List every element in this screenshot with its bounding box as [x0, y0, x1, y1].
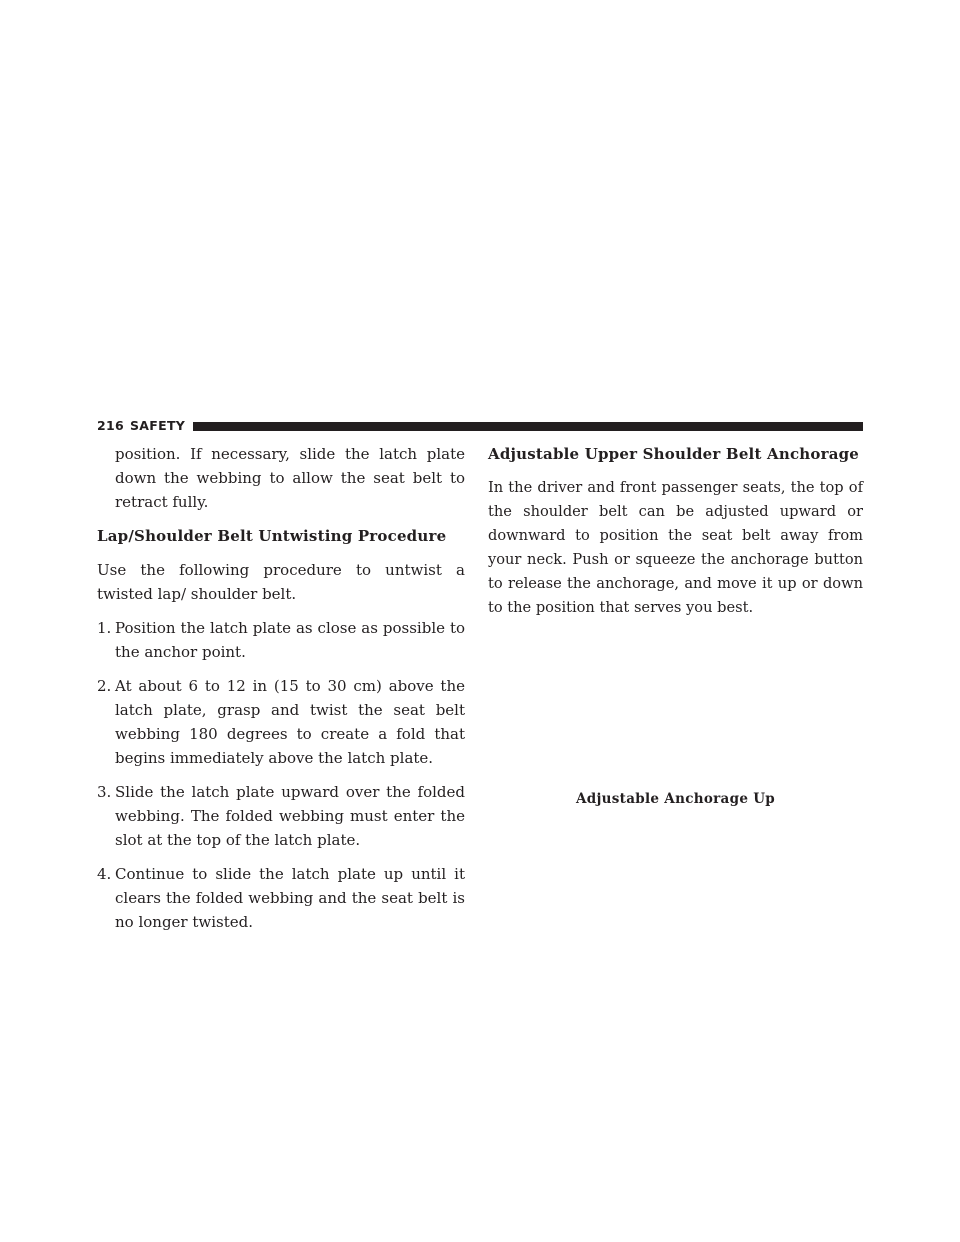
page-number: 216: [97, 418, 124, 433]
step-number: 2.: [97, 677, 112, 695]
header-rule: [193, 422, 863, 431]
step-text: Slide the latch plate upward over the folded webbing. The folded webbing must enter the slot at the top of the latch plate.: [115, 783, 465, 849]
section-title: SAFETY: [130, 418, 186, 433]
step-text: Continue to slide the latch plate up until it clears the folded webbing and the seat belt is no longer twisted.: [115, 865, 465, 931]
intro-paragraph: Use the following procedure to untwist a twisted lap/ shoulder belt.: [97, 561, 465, 603]
page-header: [97, 417, 863, 435]
continuation-paragraph: position. If necessary, slide the latch plate down the webbing to allow the seat belt to retract fully.: [115, 445, 465, 511]
step-number: 4.: [97, 865, 112, 883]
left-column: [97, 442, 465, 934]
step-number: 3.: [97, 783, 112, 801]
step-number: 1.: [97, 619, 112, 637]
step-item: [97, 674, 465, 770]
step-item: [97, 780, 465, 852]
anchorage-figure: [488, 575, 863, 785]
anchorage-heading: Adjustable Upper Shoulder Belt Anchorage: [488, 445, 860, 463]
figure-caption: Adjustable Anchorage Up: [575, 791, 776, 807]
anchorage-paragraph: In the driver and front passenger seats, the top of the shoulder belt can be adjusted upward or downward to position the seat belt away from your neck. Push or squeeze the anchorage button to release the anchorage, and move it up or down to the position that serves you best.: [488, 479, 863, 616]
step-text: At about 6 to 12 in (15 to 30 cm) above the latch plate, grasp and twist the seat belt webbing 180 degrees to create a fold that begins immediately above the latch plate.: [115, 677, 465, 767]
step-item: [97, 616, 465, 664]
step-text: Position the latch plate as close as possible to the anchor point.: [115, 619, 465, 661]
untwisting-heading: Lap/Shoulder Belt Untwisting Procedure: [97, 527, 447, 545]
step-item: [97, 862, 465, 934]
